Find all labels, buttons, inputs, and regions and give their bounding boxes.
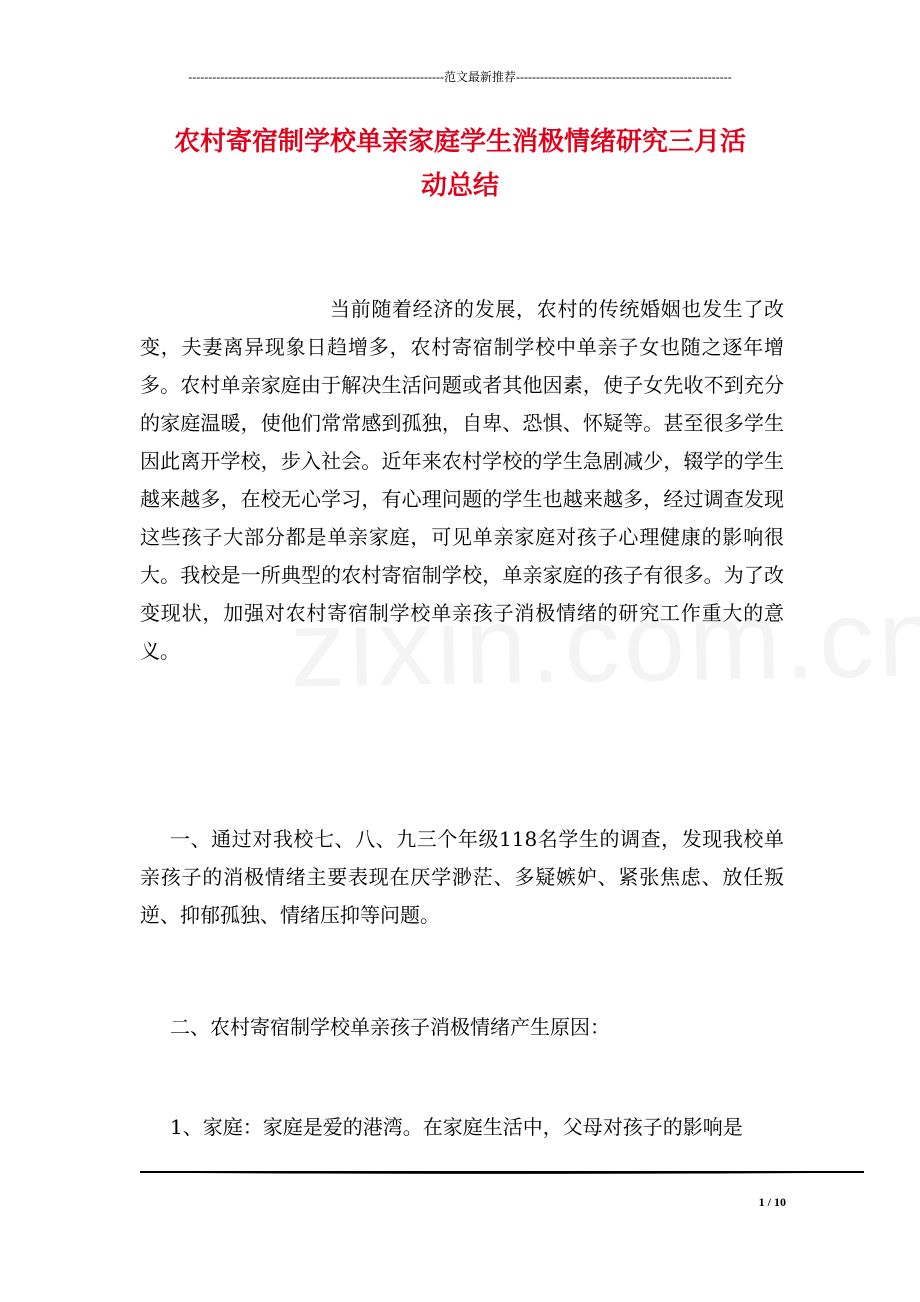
paragraph-intro: 当前随着经济的发展，农村的传统婚姻也发生了改变，夫妻离异现象日趋增多，农村寄宿制学校中单亲子女也随之逐年增多。农村单亲家庭由于解决生活问题或者其他因素，使子女先收不到充分的家庭温暖，使他们常常感到孤独，自卑、恐惧、怀疑等。甚至很多学生因此离开学校，步入社会。近年来农村学校的学生急剧减少，辍学的学生越来越多，在校无心学习，有心理问题的学生也越来越多，经过调查发现这些孩子大部分都是单亲家庭，可见单亲家庭对孩子心理健康的影响很大。我校是一所典型的农村寄宿制学校，单亲家庭的孩子有很多。为了改变现状，加强对农村寄宿制学校单亲孩子消极情绪的研究工作重大的意义。 [140, 297, 784, 663]
footer-divider [140, 1170, 864, 1174]
title-line-2: 动总结 [420, 171, 499, 201]
document-title [140, 120, 780, 208]
paragraph-section-2-heading: 二、农村寄宿制学校单亲孩子消极情绪产生原因： [170, 1015, 610, 1039]
page-number: 1 / 10 [758, 1195, 786, 1209]
paragraph-section-1: 一、通过对我校七、八、九三个年级118名学生的调查，发现我校单亲孩子的消极情绪主要表现在厌学渺茫、多疑嫉妒、紧张焦虑、放任叛逆、抑郁孤独、情绪压抑等问题。 [140, 827, 784, 927]
title-line-1: 农村寄宿制学校单亲家庭学生消极情绪研究三月活 [173, 127, 746, 157]
running-header: ----------------------------------------------------------------范文最新推荐------------------------------------------------------ [188, 70, 732, 84]
paragraph-subsection-1: 1、家庭：家庭是爱的港湾。在家庭生活中，父母对孩子的影响是 [170, 1115, 743, 1139]
